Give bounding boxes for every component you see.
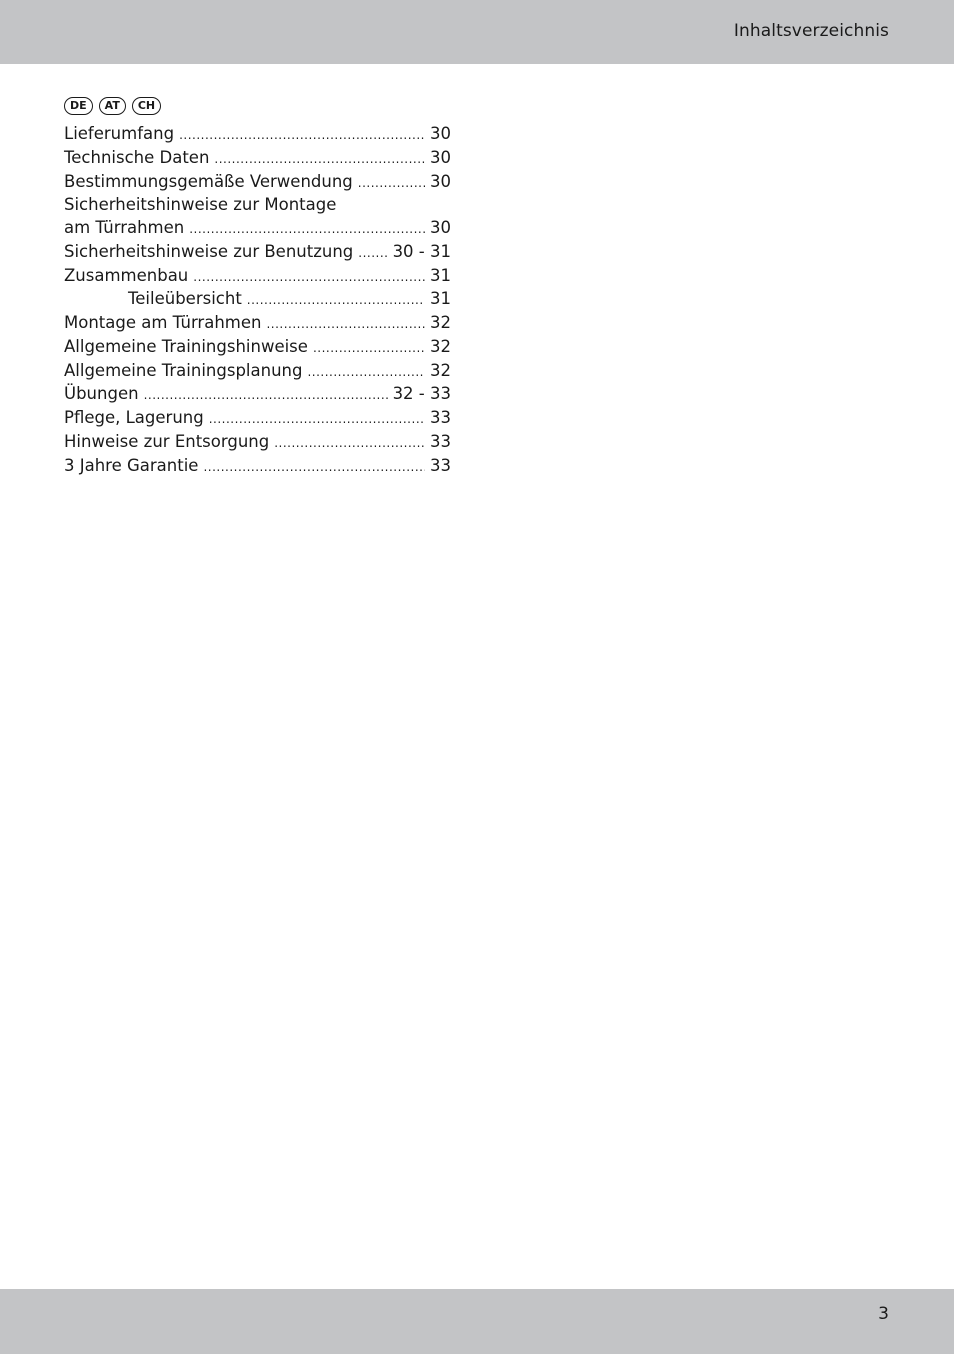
toc-entry-page: 30 - 31 <box>392 241 451 261</box>
toc-leader-dots <box>179 124 425 147</box>
toc-entry-label: Montage am Türrahmen <box>64 313 262 332</box>
toc-leader-dots <box>193 266 425 289</box>
toc-entry-label: Bestimmungsgemäße Verwendung <box>64 171 353 191</box>
toc-entry[interactable] <box>64 217 451 241</box>
toc-leader-dots <box>209 408 425 431</box>
toc-entry-page: 32 <box>430 313 451 332</box>
toc-entry-label: Sicherheitshinweise zur Benutzung <box>64 241 354 261</box>
toc-leader-dots <box>144 384 388 407</box>
toc-entry[interactable] <box>64 265 451 289</box>
toc-leader-dots <box>214 148 425 171</box>
toc-entry-page: 33 <box>430 455 451 475</box>
toc-entry-label: Übungen <box>64 384 139 404</box>
page-header-title: Inhaltsverzeichnis <box>733 21 889 41</box>
toc-entry-label: Allgemeine Trainingsplanung <box>64 360 303 380</box>
toc-entry-page: 30 <box>430 171 451 191</box>
toc-entry-page: 32 <box>430 336 451 356</box>
page-number: 3 <box>878 1304 889 1324</box>
toc-entry-label: Technische Daten <box>64 147 210 167</box>
toc-entry[interactable] <box>64 312 451 336</box>
toc-entry[interactable] <box>64 455 451 479</box>
toc-entry-page: 30 <box>430 147 451 167</box>
toc-leader-dots <box>203 456 425 479</box>
toc-entry[interactable] <box>64 147 451 171</box>
toc-entry-page: 31 <box>430 289 451 309</box>
toc-leader-dots <box>313 337 425 360</box>
country-badge-at: AT <box>99 97 126 115</box>
country-badge-de: DE <box>64 97 93 115</box>
toc-entry[interactable] <box>64 407 451 431</box>
toc-leader-dots <box>189 218 425 241</box>
toc-entry[interactable] <box>64 360 451 384</box>
footer-band <box>0 1289 954 1354</box>
toc-entry-label: Pflege, Lagerung <box>64 408 204 427</box>
toc-entry[interactable] <box>64 171 451 195</box>
toc-entry-page: 31 <box>430 265 451 285</box>
country-badge-ch: CH <box>132 97 161 115</box>
toc-leader-dots <box>358 172 425 195</box>
toc-entry-label: Zusammenbau <box>64 265 189 285</box>
toc-entry-page: 33 <box>430 408 451 427</box>
toc-entry[interactable] <box>64 241 451 265</box>
toc-subentry[interactable] <box>64 288 451 312</box>
toc-leader-dots <box>307 361 425 384</box>
toc-entry-page: 32 - 33 <box>392 384 451 404</box>
toc-leader-dots <box>274 432 425 455</box>
toc-entry-label: Teileübersicht <box>128 289 242 309</box>
toc-entry-page: 33 <box>430 431 451 451</box>
toc-entry-page: 32 <box>430 360 451 380</box>
toc-entry-label: Allgemeine Trainingshinweise <box>64 336 308 356</box>
toc-leader-dots <box>247 289 425 312</box>
toc-entry[interactable] <box>64 431 451 455</box>
toc-leader-dots <box>266 313 425 336</box>
country-badges <box>64 97 161 115</box>
toc-entry-label: Hinweise zur Entsorgung <box>64 431 270 451</box>
toc-entry[interactable] <box>64 123 451 147</box>
toc-entry-label: 3 Jahre Garantie <box>64 455 199 475</box>
toc-entry[interactable] <box>64 336 451 360</box>
toc-entry-page: 30 <box>430 218 451 237</box>
toc-entry-label: Sicherheitshinweise zur Montage <box>64 195 337 215</box>
toc-leader-dots <box>358 242 387 265</box>
toc-entry-label: am Türrahmen <box>64 218 185 237</box>
table-of-contents <box>64 123 451 478</box>
toc-entry-label: Lieferumfang <box>64 124 175 143</box>
toc-entry[interactable] <box>64 194 451 217</box>
toc-entry-page: 30 <box>430 124 451 143</box>
toc-entry[interactable] <box>64 383 451 407</box>
